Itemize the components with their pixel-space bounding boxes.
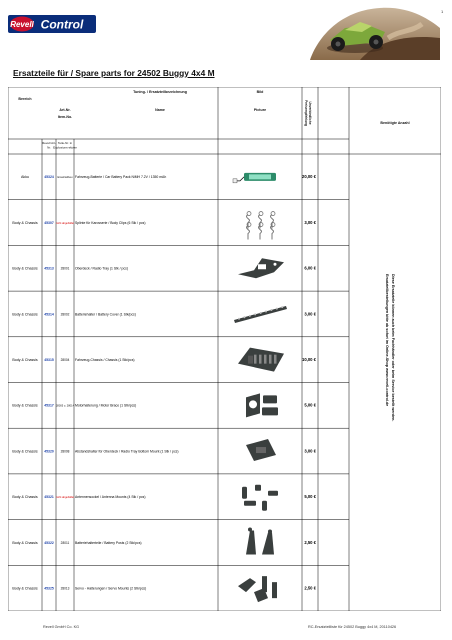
row-bereich: Body & Chassis	[12, 540, 38, 545]
header-item-no: Item-No.	[57, 115, 73, 119]
row-teile-nr: 28008	[60, 449, 70, 454]
side-note-line: Ersatzteilbestellungen bitte ab sofort im Online-Shop www.revell-control.de	[385, 274, 389, 407]
row-bereich: Body & Chassis	[12, 312, 38, 317]
header-teile-nr: Teile-Nr. in	[57, 141, 73, 145]
table-row	[12, 393, 316, 417]
chassis-image	[238, 348, 284, 372]
servo-mounts-image	[238, 576, 277, 602]
row-teile-nr: nicht abgebildet	[55, 496, 75, 500]
table-row	[12, 485, 316, 511]
row-description: Antennensockel / Antenna Mounts (4 Stk / pcs)	[75, 495, 146, 500]
row-price: 20,00 €	[302, 174, 316, 180]
row-description: Splinte für Karosserie / Body Clips (6 Stk / pcs)	[75, 220, 146, 225]
row-price: 2,50 €	[304, 539, 316, 545]
header-teile-nr: Explosions-skizze	[53, 145, 77, 150]
row-teile-nr: 28002	[60, 312, 70, 317]
header-name: Name	[155, 108, 165, 112]
row-description: Abstandshalter für Oberdeck / Radio Tray Bottom Mount (1 Stk / pcs)	[75, 449, 179, 454]
row-bereich: Body & Chassis	[12, 266, 38, 271]
row-teile-nr: 28011	[60, 540, 70, 545]
row-art-nr: 45321	[44, 495, 54, 500]
row-bereich: Akku	[21, 175, 29, 180]
row-bereich: Body & Chassis	[12, 357, 38, 362]
table-row	[12, 527, 316, 554]
row-art-nr: 45317	[44, 403, 54, 408]
table-row	[12, 576, 316, 602]
row-teile-nr: Ersatzteilbeu	[57, 176, 73, 180]
table-row	[12, 439, 316, 461]
header-bereich: Bereich	[18, 97, 32, 101]
row-teile-nr: nicht abgebildet	[55, 221, 75, 225]
row-price: 3,00 €	[304, 219, 316, 225]
motor-brace-image	[246, 393, 278, 417]
table-row	[12, 212, 316, 240]
header-quantity: Benötigte Anzahl	[380, 121, 410, 125]
row-teile-nr: 28005 u. 28014	[55, 404, 75, 408]
row-art-nr: 45320	[44, 449, 54, 454]
header-price-line1: Unverbindliche	[308, 101, 312, 125]
row-price: 3,00 €	[304, 448, 316, 454]
row-bereich: Body & Chassis	[12, 449, 38, 454]
header-tuning: Tuning- / Ersatzteilbezeichnung	[133, 90, 187, 94]
table-row	[21, 173, 317, 183]
row-teile-nr: 28001	[60, 266, 70, 271]
antenna-mounts-image	[242, 485, 278, 511]
header-revell-art: Revell Art-	[42, 141, 56, 145]
table-row	[12, 306, 316, 323]
table-row	[12, 258, 316, 278]
document-title: Ersatzteile für / Spare parts for 24502 Buggy 4x4 M	[13, 68, 215, 78]
row-description: Batteriehalter / Battery Cover (1 Stk/pcs)	[75, 312, 136, 317]
tray-mount-image	[246, 439, 276, 461]
radio-tray-image	[238, 258, 284, 278]
row-art-nr: 45324	[44, 175, 54, 180]
row-teile-nr: 28004	[60, 357, 70, 362]
row-bereich: Body & Chassis	[12, 586, 38, 591]
row-art-nr: 45322	[44, 540, 54, 545]
row-description: Servo - Halterungen / Servo Mounts (2 Stk/pcs)	[75, 586, 147, 591]
row-art-nr: 45307	[44, 220, 54, 225]
body-clips-image	[247, 212, 276, 240]
row-bereich: Body & Chassis	[12, 403, 38, 408]
row-price: 6,00 €	[304, 265, 316, 271]
battery-cover-image	[234, 306, 287, 323]
side-note-line: Diese Ersatzteile können auch beim Fachhändler oder beim Service bestellt werden.	[391, 274, 395, 422]
row-art-nr: 45314	[44, 312, 54, 317]
row-teile-nr: 28013	[60, 586, 70, 591]
row-art-nr: 45315	[44, 357, 54, 362]
row-price: 5,00 €	[304, 494, 316, 500]
parts-table	[8, 87, 441, 611]
row-price: 5,00 €	[304, 402, 316, 408]
header-bild: Bild	[256, 90, 264, 94]
header-revell-art: Nr.	[47, 145, 51, 150]
footer-company: Revell GmbH Co. KG	[43, 625, 80, 629]
row-art-nr: 45313	[44, 266, 54, 271]
revell-control-logo	[8, 15, 96, 33]
battery-pack-image	[233, 173, 276, 183]
row-bereich: Body & Chassis	[12, 220, 38, 225]
row-description: Motorhalterung / Motor Brace (1 Stk/pcs)	[75, 403, 137, 408]
row-price: 2,50 €	[304, 585, 316, 591]
row-bereich: Body & Chassis	[12, 495, 38, 500]
row-price: 10,00 €	[302, 356, 316, 362]
header-price-line2: Preisempfehlung	[304, 100, 308, 126]
row-description: Batteriehalterteile / Battery Posts (2 Stk/pcs)	[75, 540, 142, 545]
table-border	[8, 87, 441, 611]
buggy-photo	[300, 2, 440, 60]
page-number: 1	[441, 9, 444, 14]
table-row	[12, 348, 316, 372]
footer-document-ref: RC-Ersatzteilliste für 24502 Buggy 4x4 M, 20110426	[308, 625, 397, 629]
header-art-nr: Art-Nr.	[59, 108, 71, 112]
row-art-nr: 45325	[44, 586, 54, 591]
row-description: Oberdeck / Radio Tray (1 Stk / pcs)	[75, 266, 128, 271]
row-description: Fahrzeug-Batterie / Car Battery Pack NiMH 7.2V / 1350 mAh	[75, 175, 167, 180]
row-price: 3,00 €	[304, 311, 316, 317]
header-picture: Picture	[253, 108, 267, 112]
svg-text:Revell: Revell	[10, 20, 34, 29]
row-description: Fahrzeug-Chassis / Chassis (1 Stk/pcs)	[75, 357, 135, 362]
svg-text:Control: Control	[40, 17, 84, 32]
battery-posts-image	[246, 527, 274, 554]
